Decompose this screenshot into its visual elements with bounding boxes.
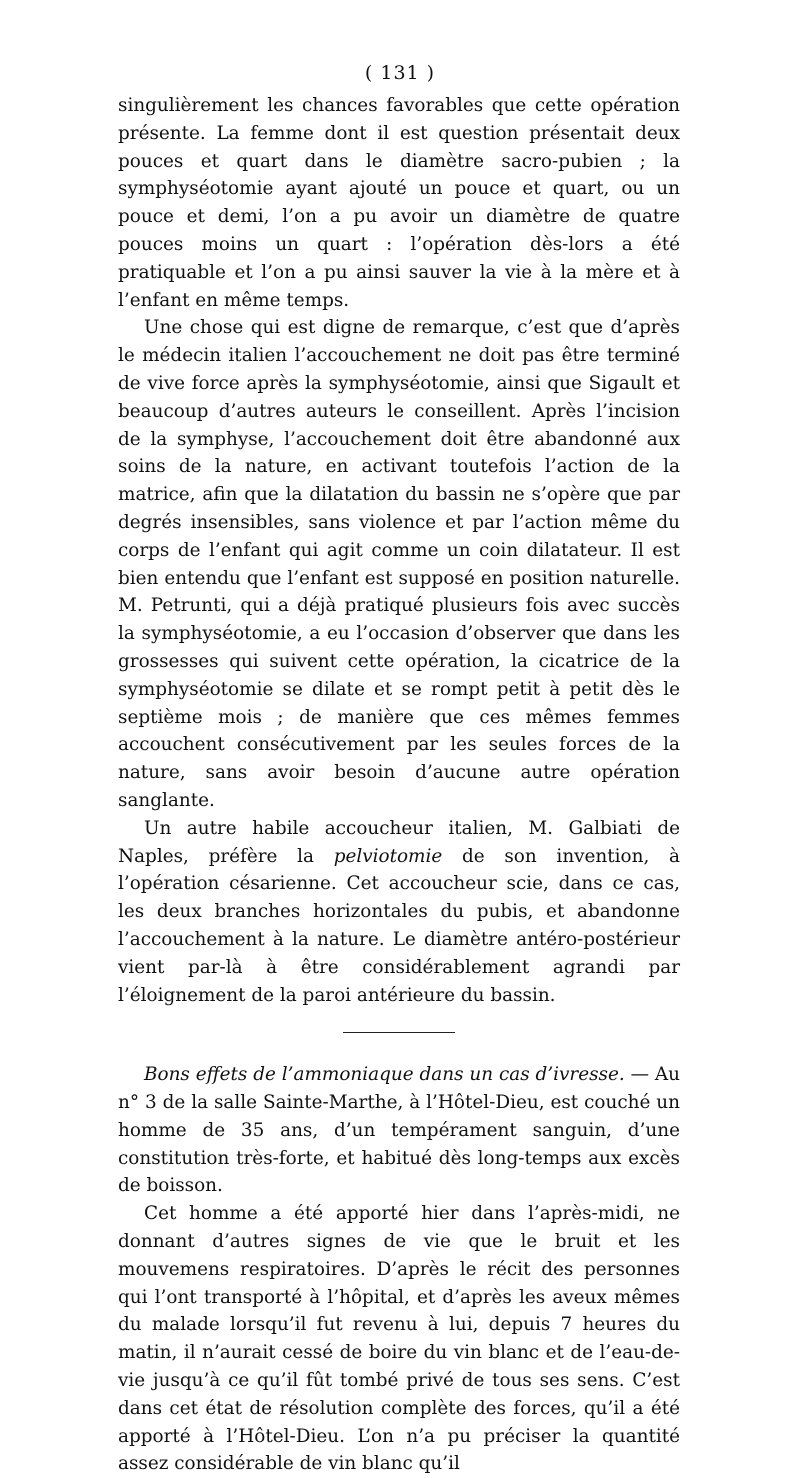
section-divider: [343, 1032, 455, 1033]
paragraph-3-text-a: Un autre habile accoucheur italien, M. Galbiati de Naples, préfère la: [118, 817, 680, 867]
section-title: Bons effets de l’ammoniaque dans un cas d’ivresse.: [144, 1064, 625, 1086]
paragraph-4: [118, 1061, 680, 1200]
paragraph-2: Une chose qui est digne de remarque, c’est que d’après le médecin italien l’accouchement ne doit pas être terminé de vive force après la symphyséotomie, ainsi que Sigault et beaucoup d’autres auteurs le conseillent. Après l’incision de la symphyse, l’accouchement doit être abandonné aux soins de la nature, en activant toutefois l’action de la matrice, afin que la dilatation du bassin ne s’opère que par degrés insensibles, sans violence et par l’action même du corps de l’enfant qui agit comme un coin dilatateur. Il est bien entendu que l’enfant est supposé en position naturelle. M. Petrunti, qui a déjà pratiqué plusieurs fois avec succès la symphyséotomie, a eu l’occasion d’observer que dans les grossesses qui suivent cette opération, la cicatrice de la symphyséotomie se dilate et se rompt petit à petit dès le septième mois ; de manière que ces mêmes femmes accouchent consécutivement par les seules forces de la nature, sans avoir besoin d’aucune autre opération sanglante.: [118, 317, 680, 811]
paragraph-4-text: — Au n° 3 de la salle Sainte-Marthe, à l’Hôtel-Dieu, est couché un homme de 35 ans, d’un tempérament sanguin, d’une constitution très-forte, et habitué dès long-temps aux excès de boisson.: [118, 1064, 680, 1197]
paragraph-1: singulièrement les chances favorables que cette opération présente. La femme dont il est question présentait deux pouces et quart dans le diamètre sacro-pubien ; la symphyséotomie ayant ajouté un pouce et quart, ou un pouce et demi, l’on a pu avoir un diamètre de quatre pouces moins un quart : l’opération dès-lors a été pratiquable et l’on a pu ainsi sauver la vie à la mère et à l’enfant en même temps.: [118, 95, 680, 311]
paragraph-3: [118, 815, 680, 1010]
paragraph-5: Cet homme a été apporté hier dans l’après-midi, ne donnant d’autres signes de vie que le bruit et les mouvemens respiratoires. D’après le récit des personnes qui l’ont transporté à l’hôpital, et d’après les aveux mêmes du malade lorsqu’il fut revenu à lui, depuis 7 heures du matin, il n’aurait cessé de boire du vin blanc et de l’eau-de-vie jusqu’à ce qu’il fût tombé privé de tous ses sens. C’est dans cet état de résolution complète des forces, qu’il a été apporté à l’Hôtel-Dieu. L’on n’a pu préciser la quantité assez considérable de vin blanc qu’il: [118, 1203, 680, 1475]
paragraph-3-italic: pelviotomie: [333, 845, 443, 867]
body-text: [118, 92, 680, 1478]
paragraph-3-text-b: de son invention, à l’opération césarienne. Cet accoucheur scie, dans ce cas, les deux branches horizontales du pubis, et abandonne l’accouchement à la nature. Le diamètre antéro-postérieur vient par-là à être considérablement agrandi par l’éloignement de la paroi antérieure du bassin.: [118, 845, 680, 1006]
page-number: ( 131 ): [364, 62, 436, 84]
